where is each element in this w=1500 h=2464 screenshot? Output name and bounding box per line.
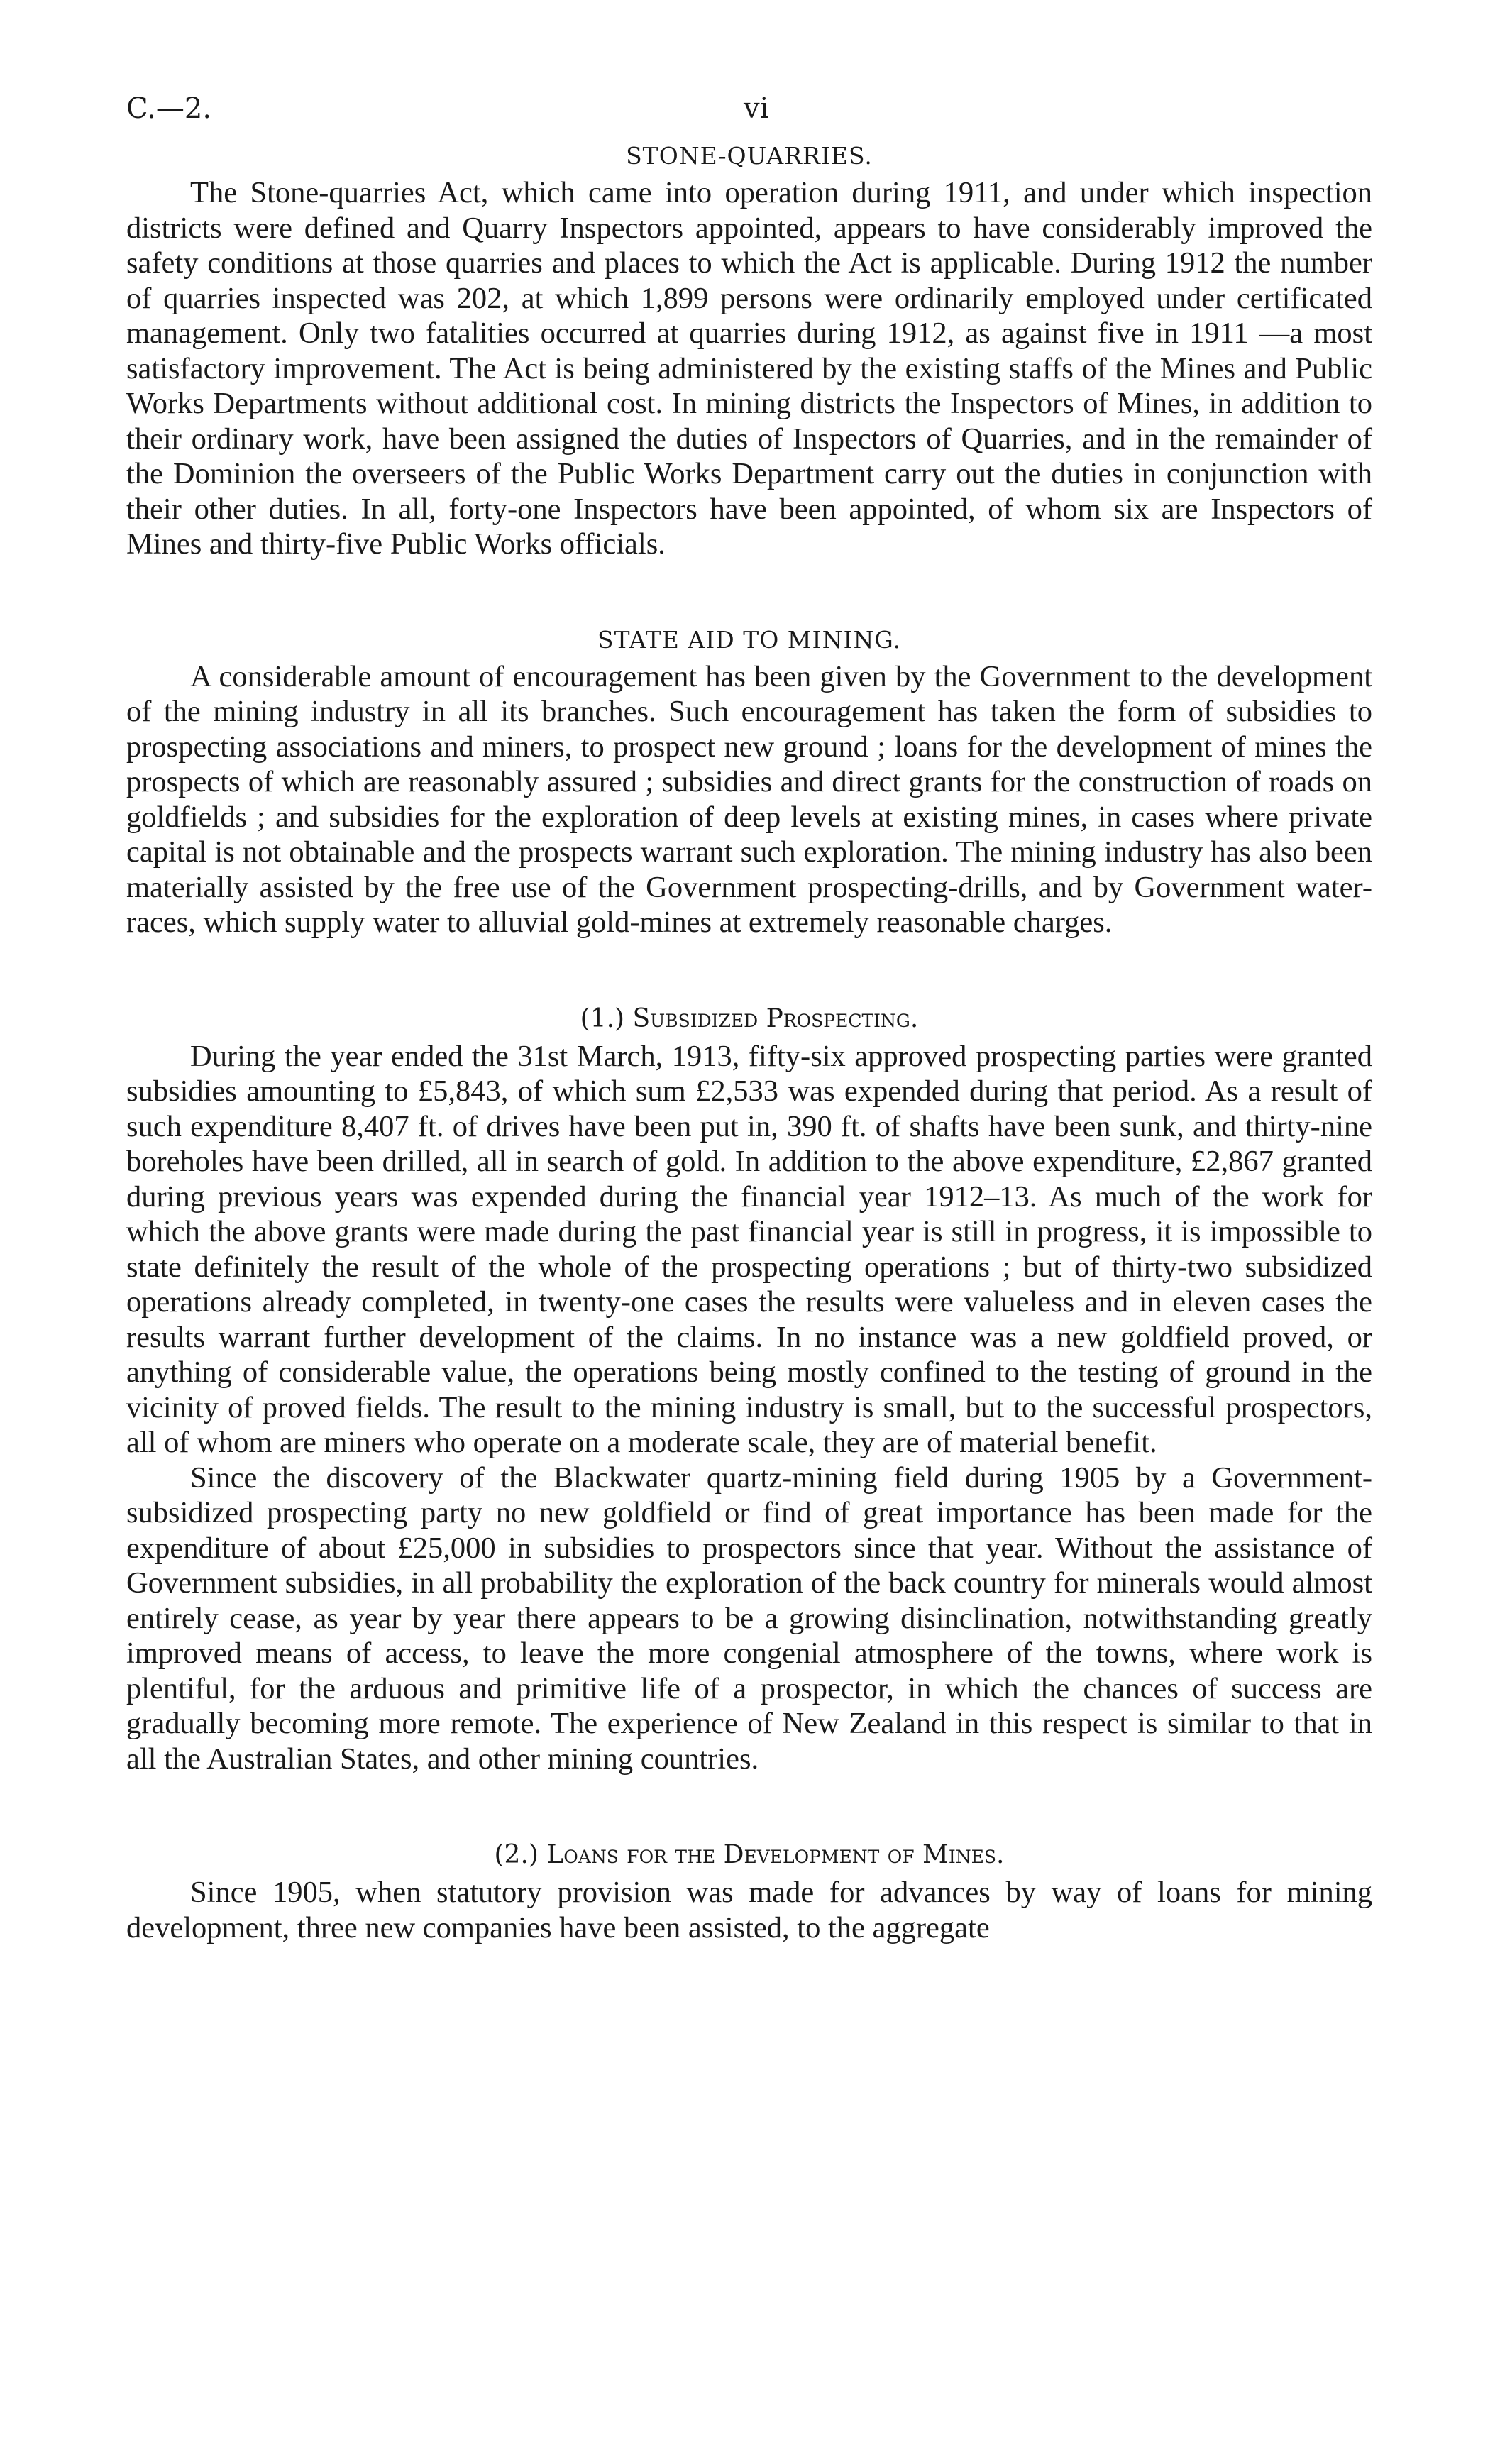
paragraph: The Stone-quarries Act, which came into operation during 1911, and under which inspection districts were defined and Quarry Inspectors appointed, appears to have considerably improved the safety conditions at those quarries and places to which the Act is applicable. During 1912 the number of quarries inspected was 202, at which 1,899 persons were ordinarily employed under certificated management. Only two fatalities occurred at quarries during 1912, as against five in 1911 —a most satisfactory improvement. The Act is being administered by the existing staffs of the Mines and Public Works Departments without additional cost. In mining districts the Inspectors of Mines, in addition to their ordinary work, have been assigned the duties of Inspectors of Quarries, and in the remainder of the Dominion the overseers of the Public Works Department carry out the duties in conjunction with their other duties. In all, forty-one Inspectors have been appointed, of whom six are Inspectors of Mines and thirty-five Public Works officials. bbox=[126, 176, 1372, 561]
document-page bbox=[126, 92, 1372, 1945]
subsection-title: (2.) Loans for the Development of Mines. bbox=[494, 1840, 1005, 1869]
paragraph: During the year ended the 31st March, 1913, fifty-six approved prospecting parties were granted subsidies amounting to £5,843, of which sum £2,533 was expended during that period. As a result of such expenditure 8,407 ft. of drives have been put in, 390 ft. of shafts have been sunk, and thirty-nine boreholes have been drilled, all in search of gold. In addition to the above expenditure, £2,867 granted during previous years was expended during the financial year 1912–13. As much of the work for which the above grants were made during the past financial year is still in progress, it is impossible to state definitely the result of the whole of the prospecting operations ; but of thirty-two subsidized operations already completed, in twenty-one cases the results were valueless and in eleven cases the results warrant further development of the claims. In no instance was a new goldfield proved, or anything of considerable value, the operations being mostly confined to the testing of ground in the vicinity of proved fields. The result to the mining industry is small, but to the successful prospectors, all of whom are miners who operate on a moderate scale, they are of material benefit. bbox=[126, 1039, 1372, 1459]
page-number: vi bbox=[744, 92, 769, 125]
page-header bbox=[126, 92, 1372, 142]
section-loans bbox=[126, 1840, 1372, 1945]
section-spacer bbox=[126, 1776, 1372, 1840]
subsection-title: (1.) Subsidized Prospecting. bbox=[580, 1003, 919, 1033]
document-reference: C.—2. bbox=[126, 92, 212, 125]
section-title: STATE AID TO MINING. bbox=[597, 625, 902, 654]
section-stone-quarries bbox=[126, 142, 1372, 562]
section-title: STONE-QUARRIES. bbox=[626, 142, 873, 170]
section-spacer bbox=[126, 562, 1372, 626]
section-state-aid bbox=[126, 626, 1372, 940]
paragraph: Since 1905, when statutory provision was made for advances by way of loans for mining development, three new companies have been assisted, to the aggregate bbox=[126, 1876, 1372, 1945]
paragraph: A considerable amount of encouragement has been given by the Government to the development of the mining industry in all its branches. Such encouragement has taken the form of subsidies to prospecting associations and miners, to prospect new ground ; loans for the development of mines the prospects of which are reasonably assured ; subsidies and direct grants for the construction of roads on goldfields ; and subsidies for the exploration of deep levels at existing mines, in cases where private capital is not obtainable and the prospects warrant such exploration. The mining industry has also been materially assisted by the free use of the Government prospecting-drills, and by Government water-races, which supply water to alluvial gold-mines at extremely reasonable charges. bbox=[126, 659, 1372, 939]
paragraph: Since the discovery of the Blackwater quartz-mining field during 1905 by a Government-subsidized prospecting party no new goldfield or find of great importance has been made for the expenditure of about £25,000 in subsidies to prospectors since that year. Without the assistance of Government subsidies, in all probability the exploration of the back country for minerals would almost entirely cease, as year by year there appears to be a growing disinclination, notwithstanding greatly improved means of access, to leave the more congenial atmosphere of the towns, where work is plentiful, for the arduous and primitive life of a prospector, in which the chances of success are gradually becoming more remote. The experience of New Zealand in this respect is similar to that in all the Australian States, and other mining countries. bbox=[126, 1461, 1372, 1776]
section-subsidized-prospecting bbox=[126, 1004, 1372, 1777]
section-spacer bbox=[126, 940, 1372, 1004]
